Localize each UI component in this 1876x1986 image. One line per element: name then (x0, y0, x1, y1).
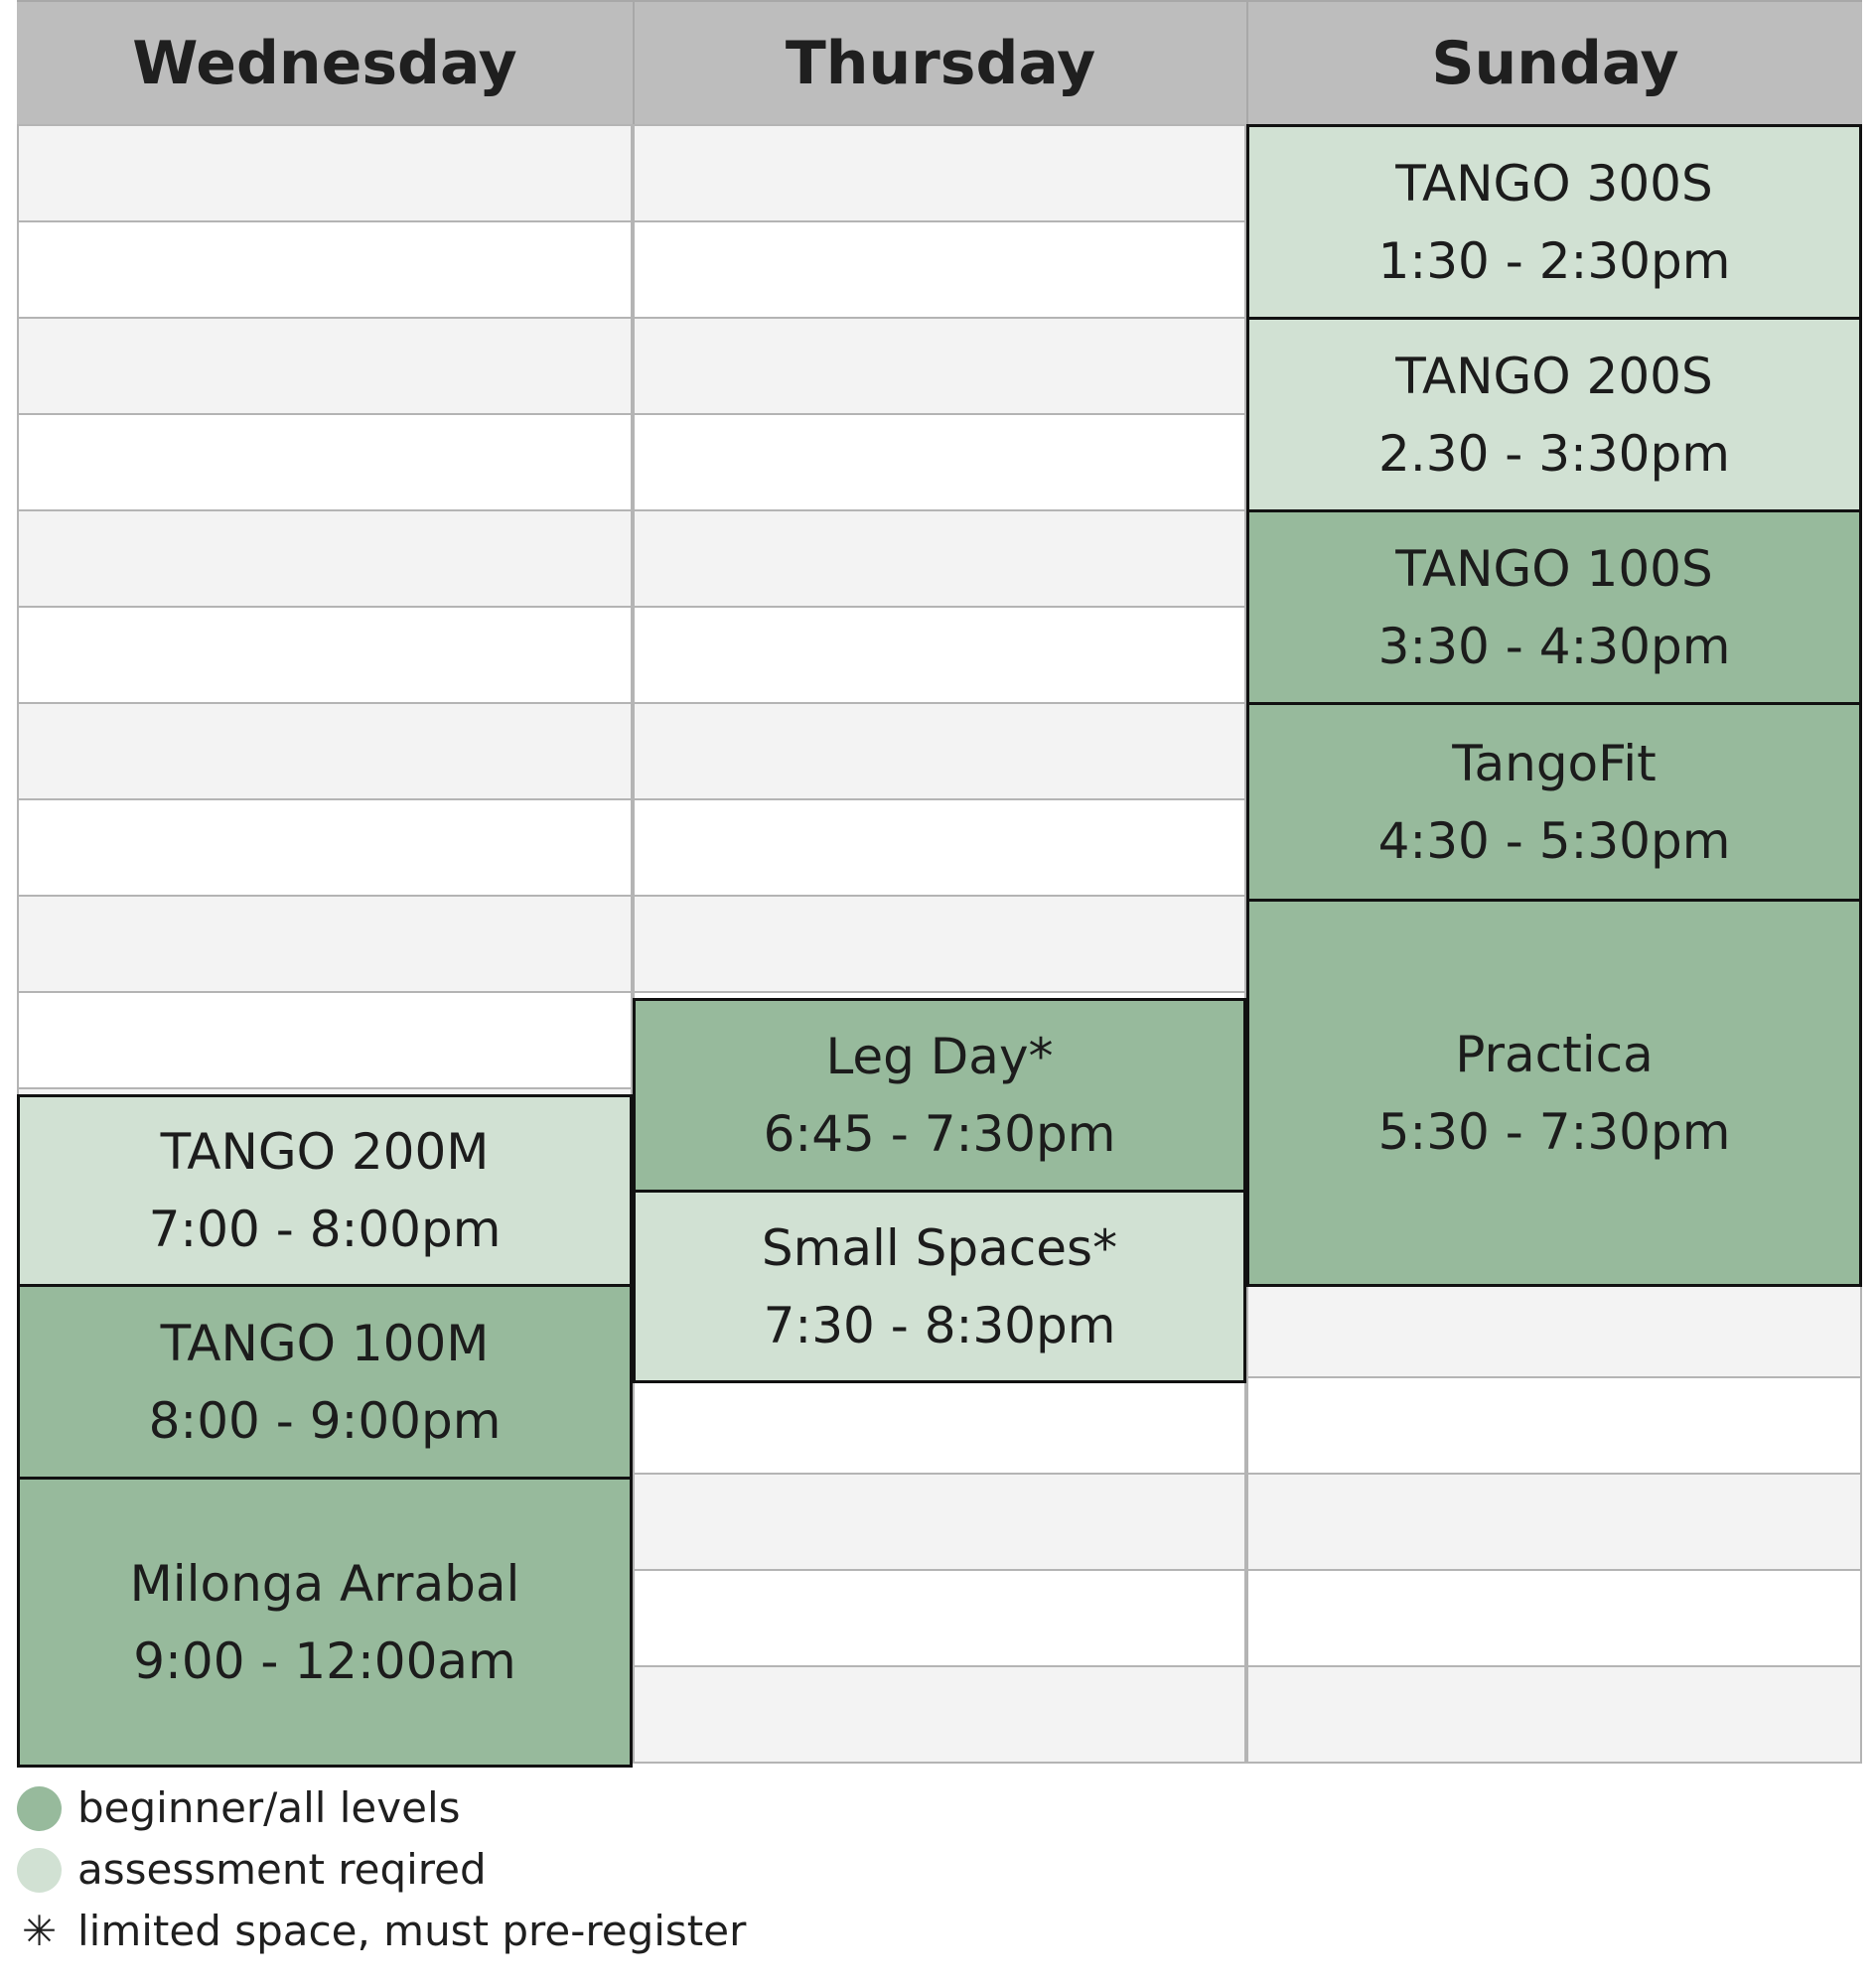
time-slot-cell (1246, 1569, 1862, 1667)
event-time: 6:45 - 7:30pm (763, 1105, 1116, 1163)
time-slot-cell (633, 1569, 1246, 1667)
time-slot-cell (17, 895, 633, 993)
event-name: TANGO 200M (160, 1123, 490, 1181)
time-slot-cell (633, 1665, 1246, 1764)
time-slot-cell (633, 124, 1246, 222)
time-slot-cell (1246, 1665, 1862, 1764)
time-slot-cell (17, 317, 633, 415)
event-name: TANGO 100M (160, 1314, 490, 1372)
time-slot-cell (633, 509, 1246, 608)
time-slot-cell (17, 220, 633, 319)
header-wednesday: Wednesday (17, 0, 633, 124)
event-time: 9:00 - 12:00am (133, 1631, 516, 1690)
event-tangofit[interactable] (1246, 702, 1862, 902)
event-tango-100s[interactable] (1246, 509, 1862, 705)
event-small-spaces[interactable] (633, 1190, 1246, 1383)
schedule-grid (17, 0, 1862, 1768)
time-slot-cell (17, 702, 633, 800)
event-time: 8:00 - 9:00pm (148, 1391, 502, 1450)
legend-assessment-label: assessment reqired (77, 1845, 487, 1894)
asterisk-icon: ✳ (21, 1907, 58, 1955)
legend (17, 1777, 746, 1962)
time-slot-cell (633, 317, 1246, 415)
time-slot-cell (633, 413, 1246, 511)
time-slot-cell (17, 509, 633, 608)
event-tango-200s[interactable] (1246, 317, 1862, 512)
event-name: Small Spaces* (761, 1218, 1118, 1277)
time-slot-cell (17, 124, 633, 222)
legend-beginner (17, 1777, 746, 1839)
time-slot-cell (633, 1473, 1246, 1571)
assessment-swatch-icon (17, 1848, 62, 1893)
event-time: 3:30 - 4:30pm (1377, 617, 1731, 675)
time-slot-cell (633, 606, 1246, 704)
legend-beginner-label: beginner/all levels (77, 1783, 461, 1832)
time-slot-cell (1246, 1473, 1862, 1571)
event-name: TANGO 100S (1395, 539, 1713, 598)
event-time: 1:30 - 2:30pm (1377, 231, 1731, 290)
event-tango-200m[interactable] (17, 1094, 633, 1287)
time-slot-cell (633, 1376, 1246, 1475)
event-tango-300s[interactable] (1246, 124, 1862, 320)
time-slot-cell (17, 798, 633, 897)
header-thursday: Thursday (633, 0, 1246, 124)
event-time: 7:00 - 8:00pm (148, 1201, 502, 1258)
event-time: 5:30 - 7:30pm (1377, 1102, 1731, 1161)
time-slot-cell (1246, 1376, 1862, 1475)
event-name: TANGO 300S (1395, 154, 1713, 213)
legend-limited (17, 1901, 746, 1962)
event-name: TANGO 200S (1395, 347, 1713, 405)
legend-limited-label: limited space, must pre-register (77, 1907, 747, 1955)
event-name: TangoFit (1452, 734, 1657, 792)
time-slot-cell (1246, 1280, 1862, 1378)
time-slot-cell (17, 991, 633, 1089)
event-tango-100m[interactable] (17, 1284, 633, 1480)
event-time: 2.30 - 3:30pm (1378, 424, 1730, 483)
time-slot-cell (17, 606, 633, 704)
time-slot-cell (633, 220, 1246, 319)
event-time: 4:30 - 5:30pm (1377, 811, 1731, 870)
time-slot-cell (633, 798, 1246, 897)
event-milonga-arrabal[interactable] (17, 1477, 633, 1768)
time-slot-cell (633, 895, 1246, 993)
event-name: Leg Day* (825, 1028, 1054, 1085)
time-slot-cell (633, 702, 1246, 800)
time-slot-cell (17, 413, 633, 511)
event-name: Milonga Arrabal (129, 1554, 520, 1613)
event-time: 7:30 - 8:30pm (763, 1296, 1116, 1354)
beginner-swatch-icon (17, 1786, 62, 1831)
event-name: Practica (1455, 1025, 1654, 1083)
legend-assessment (17, 1839, 746, 1901)
event-practica[interactable] (1246, 899, 1862, 1287)
header-sunday: Sunday (1246, 0, 1862, 124)
event-leg-day[interactable] (633, 998, 1246, 1193)
